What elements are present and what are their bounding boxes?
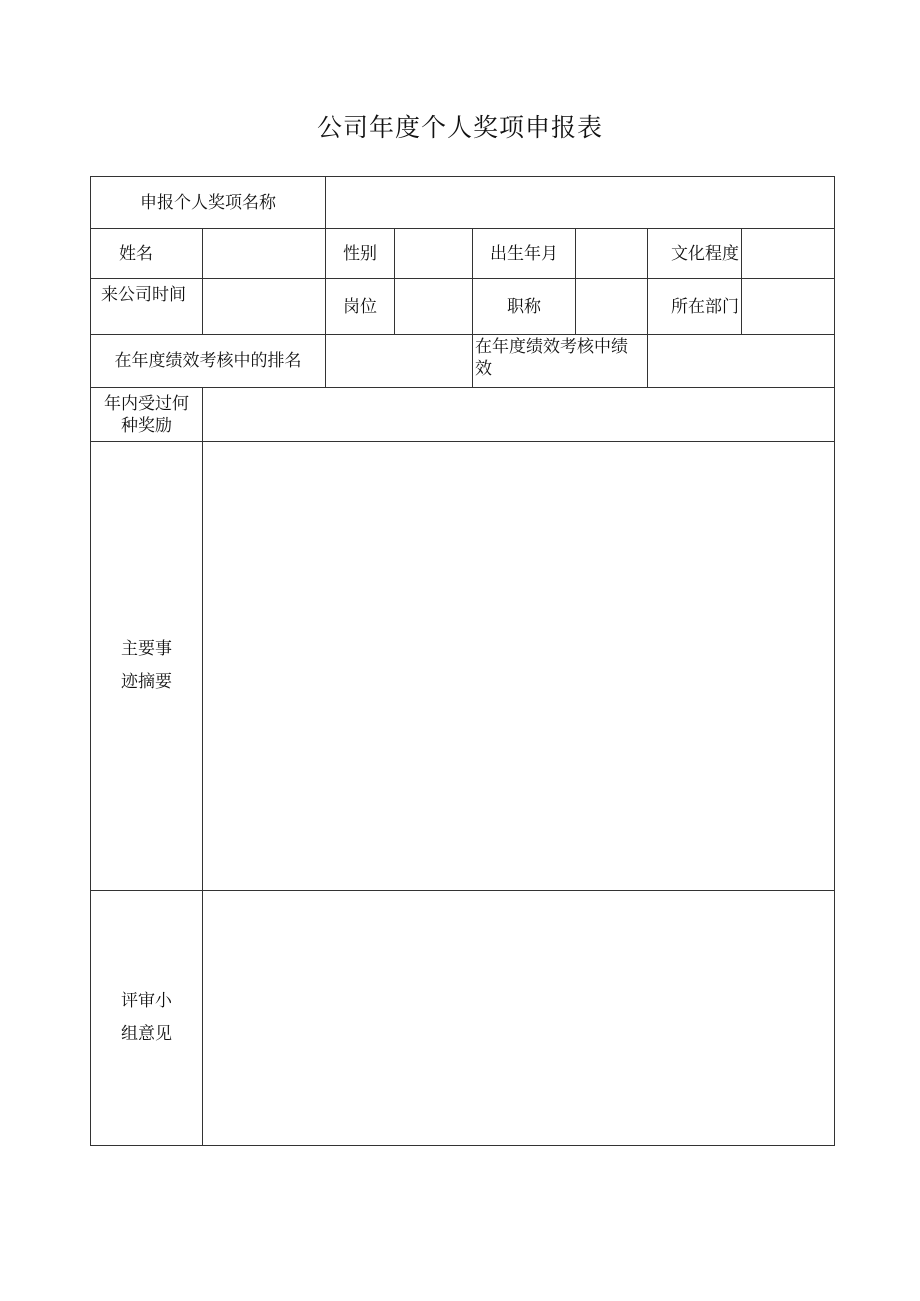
awards-field[interactable] — [202, 387, 835, 441]
deeds-label: 主要事 迹摘要 — [90, 441, 202, 890]
education-label: 文化程度 — [647, 228, 741, 278]
review-label: 评审小 组意见 — [90, 890, 202, 1146]
department-label: 所在部门 — [647, 278, 741, 334]
gender-label: 性别 — [325, 228, 394, 278]
performance-label: 在年度绩效考核中绩效 — [472, 334, 647, 387]
join-date-field[interactable] — [202, 278, 325, 334]
award-application-form — [90, 176, 835, 1146]
name-field[interactable] — [202, 228, 325, 278]
join-date-label: 来公司时间 — [90, 278, 202, 334]
deeds-field[interactable] — [202, 441, 835, 890]
gender-field[interactable] — [394, 228, 472, 278]
birth-field[interactable] — [575, 228, 647, 278]
review-field[interactable] — [202, 890, 835, 1146]
department-field[interactable] — [741, 278, 835, 334]
awards-label: 年内受过何种奖励 — [90, 387, 202, 441]
title-field[interactable] — [575, 278, 647, 334]
name-label: 姓名 — [90, 228, 202, 278]
page-title: 公司年度个人奖项申报表 — [316, 113, 603, 142]
position-label: 岗位 — [325, 278, 394, 334]
ranking-field[interactable] — [325, 334, 472, 387]
award-name-label: 申报个人奖项名称 — [90, 176, 325, 228]
title-label: 职称 — [472, 278, 575, 334]
position-field[interactable] — [394, 278, 472, 334]
education-field[interactable] — [741, 228, 835, 278]
birth-label: 出生年月 — [472, 228, 575, 278]
ranking-label: 在年度绩效考核中的排名 — [90, 334, 325, 387]
performance-field[interactable] — [647, 334, 835, 387]
award-name-field[interactable] — [325, 176, 835, 228]
